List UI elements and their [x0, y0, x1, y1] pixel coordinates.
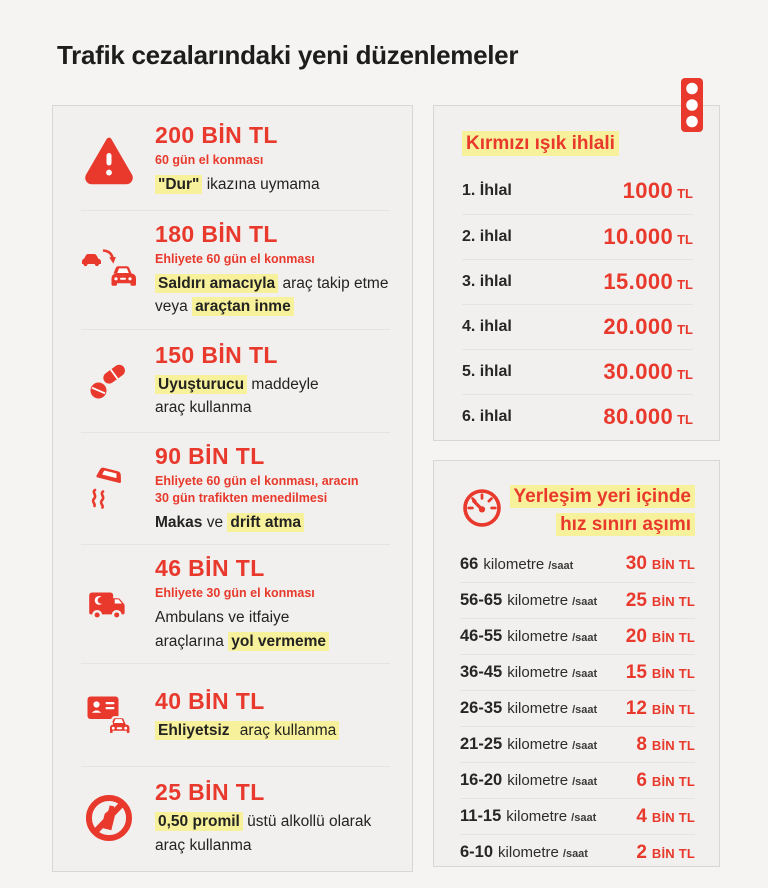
violation-amount: 30.000 [603, 358, 674, 384]
no-alcohol-icon [81, 792, 137, 844]
speed-title [504, 483, 695, 538]
license-card-icon [81, 691, 137, 739]
fine-amount: 6 [636, 769, 647, 791]
penalty-amount: 150 BİN TL [155, 341, 278, 368]
speed-range: 46-55 [460, 627, 503, 646]
violation-amount: 15.000 [603, 268, 674, 294]
fine-amount: 12 [625, 697, 647, 719]
speed-unit: kilometre [507, 700, 569, 718]
speed-panel [433, 460, 720, 867]
drifting-car-icon [81, 464, 137, 512]
fine-suffix: BİN TL [651, 809, 695, 825]
violation-amount: 20.000 [603, 313, 674, 339]
speed-range: 11-15 [460, 807, 502, 826]
fine-suffix: BİN TL [651, 557, 695, 573]
speed-per: /saat [572, 776, 598, 789]
speed-per: /saat [572, 740, 598, 753]
violation-label: 5. ihlal [462, 362, 512, 380]
fine-suffix: BİN TL [651, 665, 695, 681]
fine-suffix: BİN TL [651, 845, 695, 861]
speed-per: /saat [571, 812, 597, 825]
penalty-condition: Ehliyete 30 gün el konması [155, 586, 315, 601]
penalty-item [81, 664, 390, 767]
red-light-row [462, 349, 693, 394]
fine-amount: 30 [625, 553, 647, 575]
fine-suffix: BİN TL [651, 773, 695, 789]
speed-range: 6-10 [460, 843, 494, 862]
speed-range: 36-45 [460, 663, 503, 682]
violation-label: 3. ihlal [462, 272, 512, 290]
penalty-description: 0,50 promil üstü alkollü olarak araç kullanma [155, 812, 372, 854]
fine-amount: 4 [636, 805, 647, 827]
penalty-description: Saldırı amacıyla araç takip etme veya araçtan inme [155, 274, 389, 316]
speed-unit: kilometre [507, 592, 569, 610]
red-light-header [462, 130, 693, 159]
speed-unit: kilometre [507, 772, 569, 790]
car-chase-icon [81, 244, 137, 296]
speed-title-line2: hız sınırı aşımı [556, 513, 695, 536]
content-columns [52, 105, 720, 872]
currency-label: TL [677, 186, 693, 201]
red-light-panel [433, 105, 720, 441]
ambulance-icon [81, 583, 137, 625]
red-light-row [462, 394, 693, 439]
penalty-description: Ehliyetsiz araç kullanma [155, 719, 390, 743]
speed-row [460, 726, 695, 762]
currency-label: TL [677, 231, 693, 247]
fine-amount: 25 [625, 589, 647, 611]
speed-unit: kilometre [498, 844, 559, 862]
penalty-item [81, 433, 390, 545]
speed-row [460, 654, 695, 690]
penalty-condition: Ehliyete 60 gün el konması, aracın 30 gün trafikten menedilmesi [155, 473, 359, 505]
penalty-amount: 40 BİN TL [155, 687, 265, 714]
penalty-condition: 60 gün el konması [155, 152, 264, 167]
fine-amount: 2 [636, 841, 647, 863]
speed-row [460, 690, 695, 726]
penalty-description: Uyuşturucu maddeyle araç kullanma [155, 375, 319, 417]
right-column [433, 105, 720, 872]
penalties-panel [52, 105, 413, 872]
fine-amount: 15 [625, 661, 647, 683]
currency-label: TL [677, 276, 693, 292]
penalty-condition: Ehliyete 60 gün el konması [155, 251, 315, 266]
penalty-item [81, 211, 390, 330]
speed-unit: kilometre [483, 555, 545, 573]
red-light-title: Kırmızı ışık ihlali [462, 131, 619, 156]
penalty-amount: 200 BİN TL [155, 121, 278, 148]
violation-label: 2. ihlal [462, 227, 512, 245]
speed-header [460, 483, 695, 538]
speed-unit: kilometre [507, 664, 569, 682]
penalty-item [81, 330, 390, 433]
penalty-description: Makas ve drift atma [155, 511, 390, 535]
penalty-amount: 180 BİN TL [155, 220, 278, 247]
speed-title-line1: Yerleşim yeri içinde [510, 485, 695, 508]
page-title: Trafik cezalarındaki yeni düzenlemeler [57, 40, 519, 70]
speed-row [460, 798, 695, 834]
speed-per: /saat [572, 704, 598, 717]
speed-per: /saat [572, 596, 598, 609]
speed-per: /saat [562, 848, 588, 861]
speed-range: 16-20 [460, 771, 503, 790]
speed-unit: kilometre [506, 808, 568, 826]
speed-row [460, 582, 695, 618]
red-light-row [462, 214, 693, 259]
speed-row [460, 618, 695, 654]
red-light-row [462, 169, 693, 214]
speed-range: 66 [460, 554, 479, 573]
fine-amount: 20 [625, 625, 647, 647]
penalty-item [81, 545, 390, 664]
speed-unit: kilometre [507, 736, 569, 754]
fine-suffix: BİN TL [651, 593, 695, 609]
violation-label: 6. ihlal [462, 407, 512, 425]
traffic-light-icon [681, 78, 703, 132]
speed-unit: kilometre [507, 628, 569, 646]
penalty-amount: 25 BİN TL [155, 778, 265, 805]
speed-per: /saat [548, 559, 574, 572]
speed-row [460, 762, 695, 798]
violation-amount: 80.000 [603, 403, 674, 429]
fine-suffix: BİN TL [651, 737, 695, 753]
speed-range: 26-35 [460, 699, 503, 718]
speed-per: /saat [572, 632, 598, 645]
currency-label: TL [677, 366, 693, 382]
speed-row [460, 546, 695, 582]
speed-table [460, 546, 695, 870]
red-light-row [462, 304, 693, 349]
penalty-item [81, 767, 390, 869]
red-light-table [462, 169, 693, 439]
fine-amount: 8 [636, 733, 647, 755]
warning-triangle-icon [81, 133, 137, 185]
violation-label: 1. İhlal [462, 182, 512, 199]
speed-range: 21-25 [460, 735, 503, 754]
penalty-item [81, 108, 390, 211]
speedometer-icon [460, 486, 504, 535]
red-light-row [462, 259, 693, 304]
currency-label: TL [677, 321, 693, 337]
speed-row [460, 834, 695, 870]
penalty-description: Ambulans ve itfaiye araçlarına yol vermeme [155, 606, 390, 653]
penalty-amount: 90 BİN TL [155, 442, 265, 469]
speed-range: 56-65 [460, 591, 503, 610]
penalty-amount: 46 BİN TL [155, 555, 265, 582]
fine-suffix: BİN TL [651, 701, 695, 717]
fine-suffix: BİN TL [651, 629, 695, 645]
penalty-description: "Dur" ikazına uymama [155, 173, 390, 197]
speed-per: /saat [572, 668, 598, 681]
violation-amount: 10.000 [603, 223, 674, 249]
violation-label: 4. ihlal [462, 317, 512, 335]
pills-icon [81, 357, 137, 405]
violation-amount: 1000 [622, 178, 674, 203]
currency-label: TL [677, 411, 693, 427]
